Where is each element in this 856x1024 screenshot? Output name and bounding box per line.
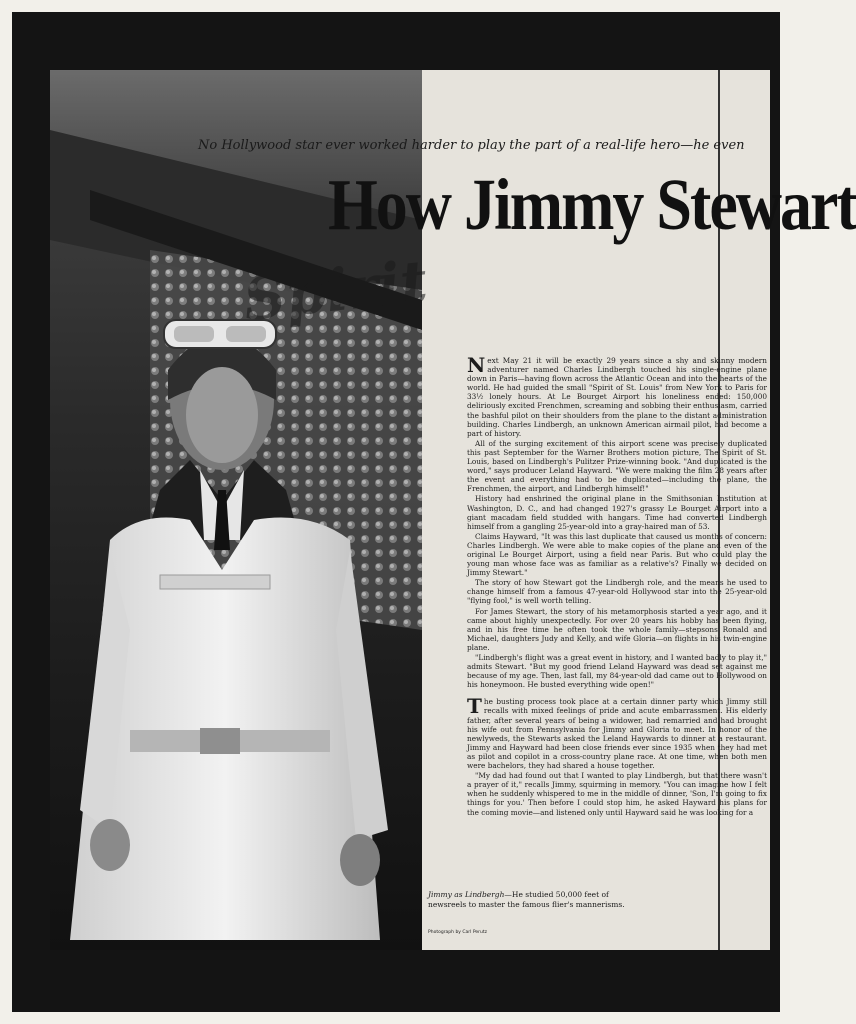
caption-text: —He studied 50,000 feet of newsreels to master the famous flier's mannerisms. xyxy=(428,890,625,909)
article-paragraph: The busting process took place at a certain dinner party which Jimmy still recalls with mixed feelings of pride and acute embarrassment. His elderly father, after several years of being a widower, had remarried and had brought his wife out from Pennsylvania for Jimmy and Gloria to meet. In honor of the newlyweds, the Stewarts asked the Leland Haywards to dinner at a restaurant. Jimmy and Hayward had been close friends ever since 1935 when they had met as pilot and copilot in a cross-country plane race. At one time, when both men were bachelors, they had shared a house together. xyxy=(467,694,767,771)
article-paragraph: History had enshrined the original plane in the Smithsonian Institution at Washington, D. C., and had changed 1927's grassy Le Bourget Airport into a giant macadam field studded with hangars. Time had converted Lindbergh himself from a gangling 25-year-old into a gray-haired man of 53. xyxy=(467,494,767,531)
photo-plane-lettering: Spirit xyxy=(240,247,431,334)
article-headline: How Jimmy Stewart xyxy=(328,163,856,246)
caption-lead: Jimmy as Lindbergh xyxy=(428,890,505,899)
magazine-page xyxy=(50,70,856,950)
photo-caption xyxy=(428,890,643,910)
article-paragraph: "My dad had found out that I wanted to play Lindbergh, but that there wasn't a prayer of it," recalls Jimmy, squirming in memory. "You can imagine how I felt when he suddenly whispered to me in the middle of dinner, 'Son, I'm going to fix things for you.' Then before I could stop him, he asked Hayward his plans for the coming movie—and listened only until Hayward said he was looking for a xyxy=(467,771,767,817)
article-paragraph: The story of how Stewart got the Lindbergh role, and the means he used to change himself from a famous 47-year-old Hollywood star into the 25-year-old "flying fool," is well worth telling. xyxy=(467,578,767,606)
article-paragraph: For James Stewart, the story of his metamorphosis started a year ago, and it came about highly unexpectedly. For over 20 years his hobby has been flying, and in his free time he often took the whole family—stepsons Ronald and Michael, daughters Judy and Kelly, and wife Gloria—on flights in his twin-engine plane. xyxy=(467,606,767,652)
article-paragraph: All of the surging excitement of this airport scene was precisely duplicated this past September for the Warner Brothers motion picture, The Spirit of St. Louis, based on Lindbergh's Pulitzer Prize-winning book. "And duplicated is the word," says producer Leland Hayward. "We were making the film 28 years after the event and everything had to be duplicated—including the plane, the Frenchmen, the airport, and Lindbergh himself!" xyxy=(467,438,767,494)
article-paragraph: Claims Hayward, "It was this last duplicate that caused us months of concern: Charles Lindbergh. We were able to make copies of the plane and even of the original Le Bourget Airport, using a field near Paris. But who could play the young man whose face was as familiar as a relative's? Finally we decided on Jimmy Stewart." xyxy=(467,531,767,578)
article-paragraph: Next May 21 it will be exactly 29 years since a shy and skinny modern adventurer named Charles Lindbergh touched his single-engine plane down in Paris—having flown across the Atlantic Ocean and into the hearts of the world. He had guided the small "Spirit of St. Louis" from New York to Paris for 33½ lonely hours. At Le Bourget Airport his loneliness ended: 150,000 deliriously excited Frenchmen, screaming and sobbing their enthusiasm, carried the bashful pilot on their shoulders from the plane to the distant administration building. Charles Lindbergh, an unknown American airmail pilot, had become a part of history. xyxy=(467,353,767,438)
photo-credit: Photograph by Carl Perutz xyxy=(428,930,487,935)
scan-frame xyxy=(12,12,856,1012)
article-body xyxy=(467,353,767,818)
article-paragraph: "Lindbergh's flight was a great event in history, and I wanted badly to play it," admits Stewart. "But my good friend Leland Hayward was dead set against me because of my age. Then, last fall, my 84-year-old dad came out to Hollywood on his honeymoon. He busted everything wide open!" xyxy=(467,653,767,690)
article-tagline: No Hollywood star ever worked harder to play the part of a real-life hero—he even xyxy=(198,138,745,153)
